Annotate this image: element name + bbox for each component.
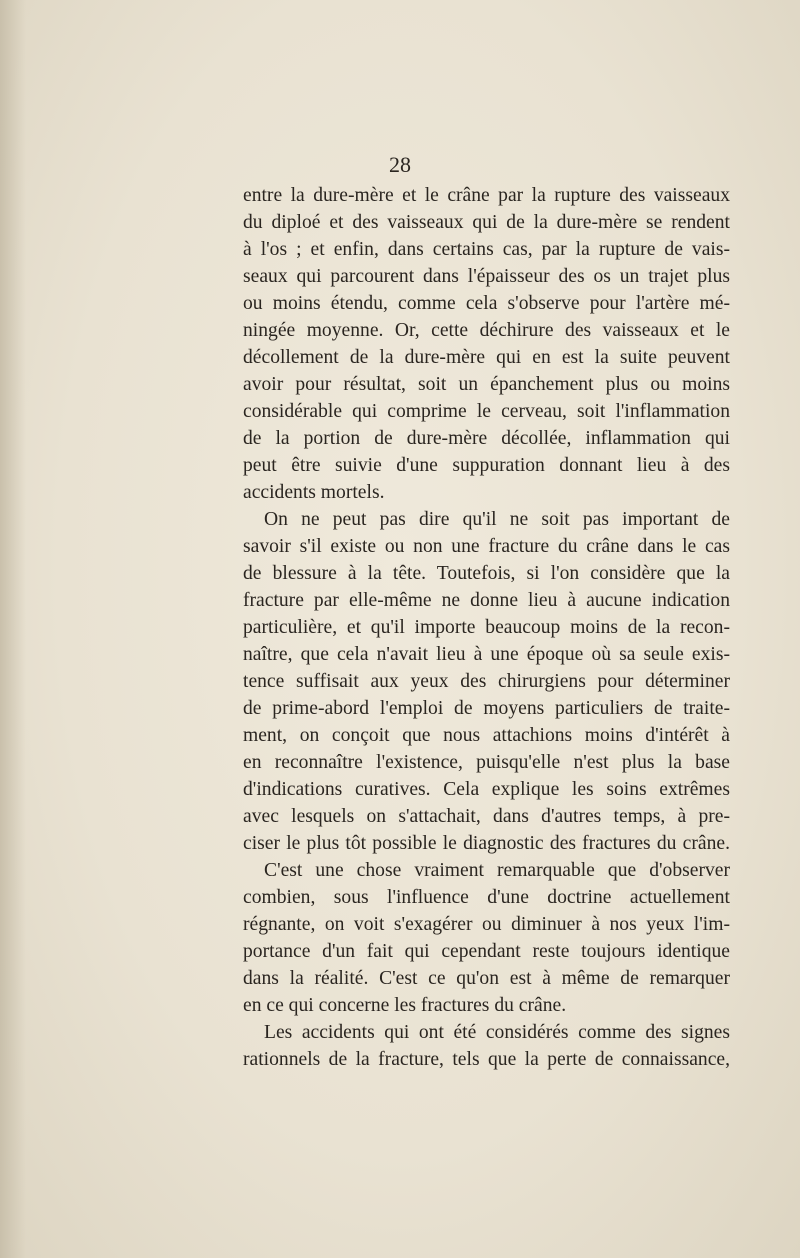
text-line: en ce qui concerne les fractures du crâne. — [243, 995, 567, 1016]
page-number: 28 — [389, 152, 411, 177]
text-line: décollement de la dure-mère qui en est la suite peuvent — [243, 347, 730, 368]
text-line: portance d'un fait qui cependant reste toujours identique — [243, 941, 730, 962]
text-line: peut être suivie d'une suppuration donnant lieu à des — [243, 455, 730, 476]
text-line: ou moins étendu, comme cela s'observe pour l'artère mé- — [243, 293, 730, 314]
text-line: fracture par elle-même ne donne lieu à aucune indication — [243, 590, 730, 611]
text-line: savoir s'il existe ou non une fracture du crâne dans le cas — [243, 536, 730, 557]
text-line: de prime-abord l'emploi de moyens particuliers de traite- — [243, 698, 730, 719]
text-line: de la portion de dure-mère décollée, inflammation qui — [243, 428, 730, 449]
text-line: rationnels de la fracture, tels que la perte de connaissance, — [243, 1049, 730, 1070]
text-line: naître, que cela n'avait lieu à une époque où sa seule exis- — [243, 644, 730, 665]
text-line: considérable qui comprime le cerveau, soit l'inflammation — [243, 401, 730, 422]
text-line: ciser le plus tôt possible le diagnostic des fractures du crâne. — [243, 833, 730, 854]
text-line: de blessure à la tête. Toutefois, si l'on considère que la — [243, 563, 730, 584]
text-line: dans la réalité. C'est ce qu'on est à même de remarquer — [243, 968, 730, 989]
text-line: combien, sous l'influence d'une doctrine actuellement — [243, 887, 730, 908]
text-line: en reconnaître l'existence, puisqu'elle n'est plus la base — [243, 752, 730, 773]
text-line: régnante, on voit s'exagérer ou diminuer à nos yeux l'im- — [243, 914, 730, 935]
text-line: tence suffisait aux yeux des chirurgiens pour déterminer — [243, 671, 730, 692]
text-line: avec lesquels on s'attachait, dans d'autres temps, à pre- — [243, 806, 730, 827]
text-line: particulière, et qu'il importe beaucoup moins de la recon- — [243, 617, 730, 638]
paragraph-start-line: Les accidents qui ont été considérés comme des signes — [264, 1022, 730, 1043]
paragraph-start-line: On ne peut pas dire qu'il ne soit pas important de — [264, 509, 730, 530]
text-line: seaux qui parcourent dans l'épaisseur des os un trajet plus — [243, 266, 730, 287]
text-line: accidents mortels. — [243, 482, 385, 503]
text-line: avoir pour résultat, soit un épanchement plus ou moins — [243, 374, 730, 395]
body-text — [243, 182, 730, 1073]
text-line: ment, on conçoit que nous attachions moins d'intérêt à — [243, 725, 730, 746]
text-line: ningée moyenne. Or, cette déchirure des vaisseaux et le — [243, 320, 730, 341]
text-line: d'indications curatives. Cela explique les soins extrêmes — [243, 779, 730, 800]
text-line: du diploé et des vaisseaux qui de la dure-mère se rendent — [243, 212, 730, 233]
text-line: entre la dure-mère et le crâne par la rupture des vaisseaux — [243, 185, 730, 206]
text-line: à l'os ; et enfin, dans certains cas, par la rupture de vais- — [243, 239, 730, 260]
paragraph-start-line: C'est une chose vraiment remarquable que d'observer — [264, 860, 730, 881]
